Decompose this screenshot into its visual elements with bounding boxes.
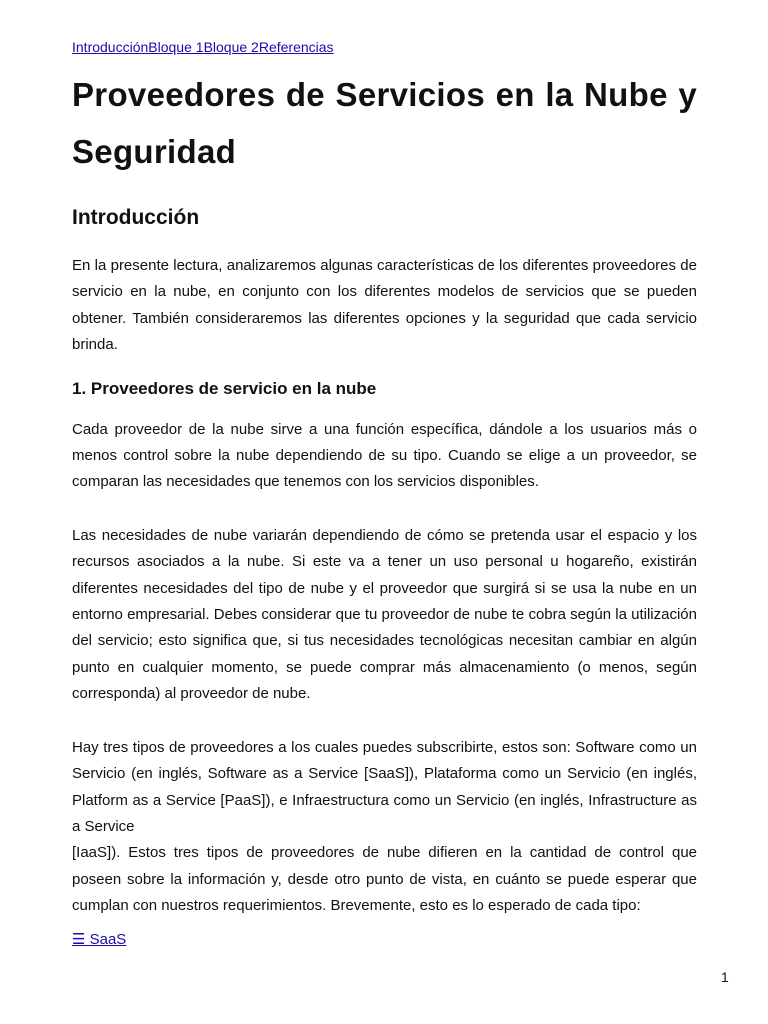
nav-link-bloque-2[interactable]: Bloque 2 xyxy=(203,39,259,55)
navigation-links xyxy=(72,37,697,57)
section-heading-proveedores: 1. Proveedores de servicio en la nube xyxy=(72,378,377,398)
nav-link-bloque-1[interactable]: Bloque 1 xyxy=(148,39,204,55)
saas-toggle-link[interactable]: ☰ SaaS xyxy=(72,930,127,948)
section-heading-introduccion: Introducción xyxy=(72,206,200,229)
paragraph-types xyxy=(72,735,697,920)
paragraph-types-part-2: [IaaS]). Estos tres tipos de proveedores de nube difieren en la cantidad de control que poseen sobre la información y, desde otro punto de vista, en cuánto se puede esperar que cumplan con nuestros requerimientos. Brevemente, esto es lo esperado de cada tipo: xyxy=(72,844,697,915)
document-title: Proveedores de Servicios en la Nube y Seguridad xyxy=(72,76,697,170)
paragraph-proveedores-2: Las necesidades de nube variarán dependiendo de cómo se pretenda usar el espacio y los recursos asociados a la nube. Si este va a tener un uso personal u hogareño, existirán diferentes necesidades del tipo de nube y el proveedor que surgirá si se usa la nube en un entorno empresarial. Debes considerar que tu proveedor de nube te cobra según la utilización del servicio; esto significa que, si tus necesidades tecnológicas necesitan cambiar en algún punto en cualquier momento, se puede comprar más almacenamiento (o menos, según corresponda) al proveedor de nube. xyxy=(72,526,697,703)
nav-link-referencias[interactable]: Referencias xyxy=(258,39,334,55)
document-page xyxy=(72,37,697,950)
page-number: 1 xyxy=(721,969,729,985)
paragraph-proveedores-1: Cada proveedor de la nube sirve a una función específica, dándole a los usuarios más o menos control sobre la nube dependiendo de su tipo. Cuando se elige a un proveedor, se comparan las necesidades que tenemos con los servicios disponibles. xyxy=(72,420,697,491)
intro-paragraph: En la presente lectura, analizaremos algunas características de los diferentes proveedores de servicio en la nube, en conjunto con los diferentes modelos de servicios que se pueden obtener. También consideraremos las diferentes opciones y la seguridad que cada servicio brinda. xyxy=(72,257,697,354)
paragraph-types-part-1: Hay tres tipos de proveedores a los cuales puedes subscribirte, estos son: Software como un Servicio (en inglés, Software as a Service [SaaS]), Plataforma como un Servicio (en inglés, Platform as a Service [PaaS]), e Infraestructura como un Servicio (en inglés, Infrastructure as a Service xyxy=(72,738,697,835)
nav-link-introduccion[interactable]: Introducción xyxy=(72,39,149,55)
